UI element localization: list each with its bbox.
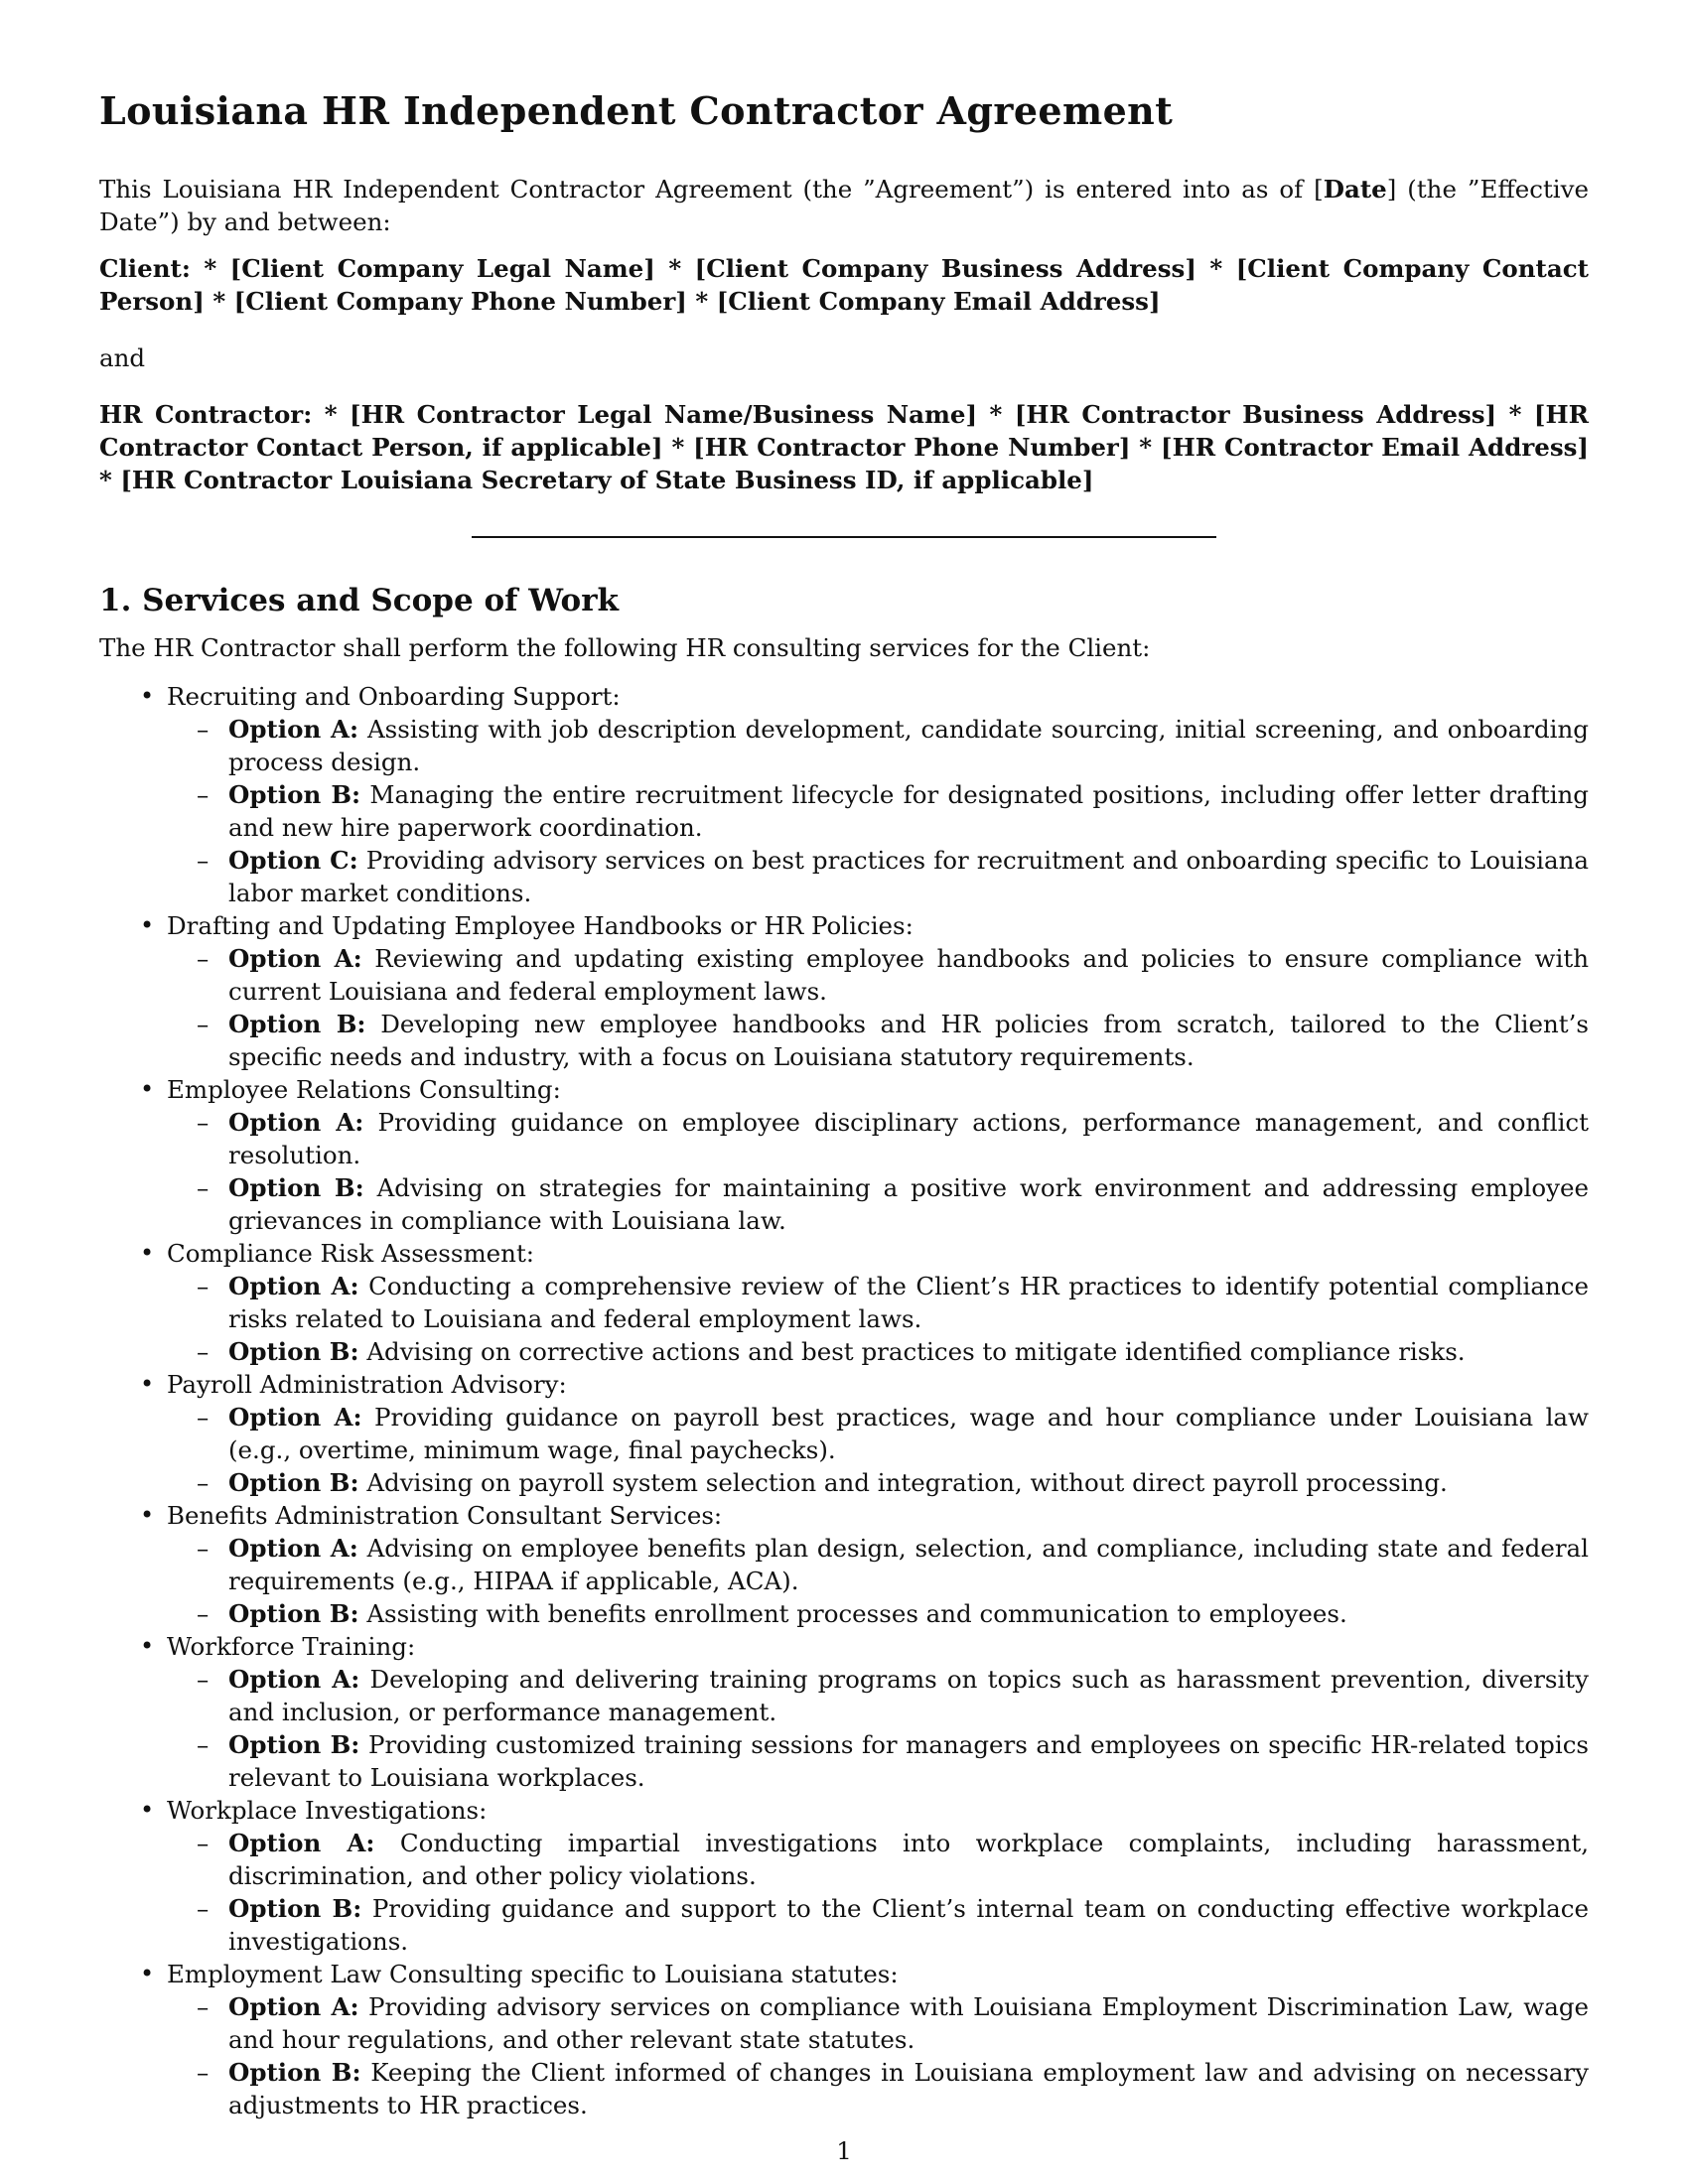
contractor-party-block: HR Contractor: * [HR Contractor Legal Name/Business Name] * [HR Contractor Business Address] * [HR Contractor Contact Person, if applicable] * [HR Contractor Phone Number] * [HR Contractor Email Address] * [HR Contractor Louisiana Secretary of State Business ID, if applicable]: [99, 400, 1589, 494]
option-text: Managing the entire recruitment lifecycle for designated positions, including offer letter drafting and new hire paperwork coordination.: [228, 780, 1589, 842]
option-text: Advising on payroll system selection and integration, without direct payroll processing.: [366, 1468, 1448, 1497]
option-label: Option A:: [228, 1108, 364, 1137]
option-label: Option B:: [228, 1337, 359, 1366]
service-option: [228, 1106, 1589, 1171]
service-option: [228, 1827, 1589, 1892]
service-option: [228, 844, 1589, 909]
intro-text-end: ] (the ”Effective Date”) by and between:: [99, 175, 1589, 236]
service-name: Recruiting and Onboarding Support:: [167, 682, 621, 711]
service-item: [167, 1958, 1589, 2121]
option-text: Providing customized training sessions for managers and employees on specific HR-related topics relevant to Louisiana workplaces.: [228, 1730, 1589, 1792]
option-label: Option B:: [228, 1599, 359, 1628]
option-label: Option B:: [228, 780, 361, 809]
service-name: Drafting and Updating Employee Handbooks or HR Policies:: [167, 911, 914, 940]
option-label: Option B:: [228, 2058, 361, 2087]
service-options-list: [167, 942, 1589, 1073]
option-text: Providing guidance on payroll best practices, wage and hour compliance under Louisiana law (e.g., overtime, minimum wage, final paychecks).: [228, 1403, 1589, 1464]
service-option: [228, 1990, 1589, 2056]
service-item: [167, 909, 1589, 1073]
services-list: [99, 680, 1589, 2121]
service-option: [228, 1663, 1589, 1728]
section-lead: The HR Contractor shall perform the following HR consulting services for the Client:: [99, 633, 1151, 662]
option-text: Developing new employee handbooks and HR policies from scratch, tailored to the Client’s specific needs and industry, with a focus on Louisiana statutory requirements.: [228, 1010, 1589, 1071]
option-label: Option B:: [228, 1894, 362, 1923]
service-options-list: [167, 713, 1589, 909]
service-option: [228, 1466, 1589, 1499]
option-label: Option B:: [228, 1468, 359, 1497]
service-item: [167, 1368, 1589, 1499]
service-name: Payroll Administration Advisory:: [167, 1370, 567, 1399]
option-text: Reviewing and updating existing employee handbooks and policies to ensure compliance with current Louisiana and federal employment laws.: [228, 944, 1589, 1006]
option-text: Advising on employee benefits plan design, selection, and compliance, including state and federal requirements (e.g., HIPAA if applicable, ACA).: [228, 1534, 1590, 1595]
service-option: [228, 942, 1589, 1008]
service-item: [167, 1499, 1589, 1630]
service-option: [228, 1171, 1589, 1237]
service-name: Workplace Investigations:: [167, 1796, 488, 1825]
option-label: Option B:: [228, 1010, 366, 1038]
service-item: [167, 1794, 1589, 1958]
service-options-list: [167, 1663, 1589, 1794]
service-item: [167, 1237, 1589, 1368]
service-option: [228, 1270, 1589, 1335]
service-options-list: [167, 1106, 1589, 1237]
intro-paragraph: [99, 173, 1589, 238]
section-heading: 1. Services and Scope of Work: [99, 583, 620, 618]
option-label: Option A:: [228, 1272, 359, 1300]
service-options-list: [167, 1401, 1589, 1499]
option-text: Advising on corrective actions and best practices to mitigate identified compliance risks.: [366, 1337, 1466, 1366]
service-name: Employment Law Consulting specific to Louisiana statutes:: [167, 1960, 899, 1988]
option-text: Providing advisory services on compliance with Louisiana Employment Discrimination Law, wage and hour regulations, and other relevant state statutes.: [228, 1992, 1589, 2054]
service-option: [228, 1532, 1589, 1597]
service-option: [228, 1008, 1589, 1073]
date-placeholder: Date: [1323, 175, 1387, 204]
service-option: [228, 1597, 1589, 1630]
option-text: Assisting with benefits enrollment processes and communication to employees.: [366, 1599, 1347, 1628]
option-label: Option A:: [228, 1829, 375, 1857]
service-options-list: [167, 1532, 1589, 1630]
service-name: Employee Relations Consulting:: [167, 1075, 561, 1104]
option-text: Providing advisory services on best practices for recruitment and onboarding specific to Louisiana labor market conditions.: [228, 846, 1589, 907]
option-text: Providing guidance and support to the Client’s internal team on conducting effective workplace investigations.: [228, 1894, 1589, 1956]
service-item: [167, 1073, 1589, 1237]
and-separator: and: [99, 343, 146, 372]
option-label: Option A:: [228, 715, 359, 744]
service-option: [228, 713, 1589, 778]
page-number: 1: [836, 2136, 852, 2165]
horizontal-divider: [472, 536, 1216, 538]
service-name: Compliance Risk Assessment:: [167, 1239, 535, 1268]
option-text: Keeping the Client informed of changes in Louisiana employment law and advising on necessary adjustments to HR practices.: [228, 2058, 1589, 2119]
service-item: [167, 680, 1589, 909]
service-option: [228, 1335, 1589, 1368]
service-option: [228, 1728, 1589, 1794]
service-options-list: [167, 1827, 1589, 1958]
option-text: Developing and delivering training programs on topics such as harassment prevention, diversity and inclusion, or performance management.: [228, 1665, 1589, 1726]
option-text: Providing guidance on employee disciplinary actions, performance management, and conflict resolution.: [228, 1108, 1589, 1169]
document-page: [99, 87, 1589, 2121]
client-party-block: Client: * [Client Company Legal Name] * [Client Company Business Address] * [Client Company Contact Person] * [Client Company Phone Number] * [Client Company Email Address]: [99, 254, 1589, 316]
option-text: Advising on strategies for maintaining a positive work environment and addressing employee grievances in compliance with Louisiana law.: [228, 1173, 1589, 1235]
option-label: Option A:: [228, 1534, 358, 1563]
option-label: Option A:: [228, 944, 362, 973]
service-name: Workforce Training:: [167, 1632, 416, 1661]
service-option: [228, 1401, 1589, 1466]
document-title: Louisiana HR Independent Contractor Agreement: [99, 88, 1174, 133]
service-options-list: [167, 1270, 1589, 1368]
service-option: [228, 2056, 1589, 2121]
option-label: Option A:: [228, 1992, 359, 2021]
option-label: Option C:: [228, 846, 358, 875]
option-text: Conducting a comprehensive review of the Client’s HR practices to identify potential compliance risks related to Louisiana and federal employment laws.: [228, 1272, 1589, 1333]
intro-text-start: This Louisiana HR Independent Contractor Agreement (the ”Agreement”) is entered into as of [: [99, 175, 1324, 204]
option-label: Option A:: [228, 1403, 362, 1432]
option-text: Conducting impartial investigations into workplace complaints, including harassment, discrimination, and other policy violations.: [228, 1829, 1589, 1890]
option-label: Option B:: [228, 1173, 364, 1202]
service-name: Benefits Administration Consultant Services:: [167, 1501, 723, 1530]
service-option: [228, 1892, 1589, 1958]
service-option: [228, 778, 1589, 844]
option-label: Option A:: [228, 1665, 360, 1694]
service-item: [167, 1630, 1589, 1794]
service-options-list: [167, 1990, 1589, 2121]
option-text: Assisting with job description development, candidate sourcing, initial screening, and onboarding process design.: [228, 715, 1589, 776]
option-label: Option B:: [228, 1730, 360, 1759]
